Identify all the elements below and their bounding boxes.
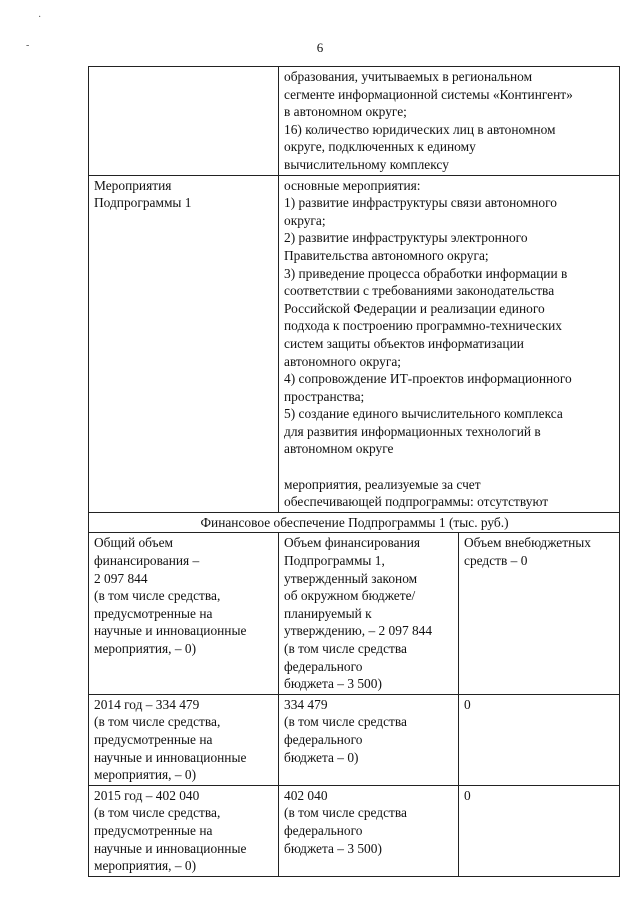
text-line: в автономном округе; bbox=[284, 104, 407, 120]
text-line: предусмотренные на bbox=[94, 822, 213, 838]
year-2014-cell bbox=[89, 694, 279, 785]
text-line: бюджета – 0) bbox=[284, 749, 359, 765]
text-line: научные и инновационные bbox=[94, 840, 247, 856]
text-line: об окружном бюджете/ bbox=[284, 588, 416, 604]
text-line: 2) развитие инфраструктуры электронного bbox=[284, 230, 528, 246]
scan-mark: - bbox=[26, 40, 30, 51]
text-line: (в том числе средства, bbox=[94, 714, 221, 730]
text-line: бюджета – 3 500) bbox=[284, 676, 382, 692]
year-2014-budget-cell bbox=[279, 694, 459, 785]
text-line: планируемый к bbox=[284, 605, 372, 621]
text-line: (в том числе средства, bbox=[94, 805, 221, 821]
text-line: 402 040 bbox=[284, 787, 328, 803]
row1-right-lines bbox=[284, 68, 615, 174]
year-2015-cell bbox=[89, 785, 279, 876]
text-line: 334 479 bbox=[284, 696, 328, 712]
text-line: предусмотренные на bbox=[94, 605, 213, 621]
table-row bbox=[89, 512, 620, 533]
text-line: Правительства автономного округа; bbox=[284, 247, 489, 263]
text-line: 2 097 844 bbox=[94, 570, 148, 586]
text-line: автономном округе bbox=[284, 441, 394, 457]
text-line: обеспечивающей подпрограммы: отсутствуют bbox=[284, 494, 549, 510]
text-line: научные и инновационные bbox=[94, 749, 247, 765]
text-line: утвержденный законом bbox=[284, 570, 418, 586]
text-line: финансирования – bbox=[94, 553, 200, 569]
table-row bbox=[89, 533, 620, 694]
total-financing-cell bbox=[89, 533, 279, 694]
text-line: систем защиты объектов информатизации bbox=[284, 335, 524, 351]
text-line: (в том числе средства bbox=[284, 714, 407, 730]
text-line: 16) количество юридических лиц в автономном bbox=[284, 121, 556, 137]
row1-right-cell bbox=[279, 67, 620, 176]
measures-main-list bbox=[284, 177, 615, 459]
text-line: мероприятия, – 0) bbox=[94, 858, 197, 874]
text-line: предусмотренные на bbox=[94, 731, 213, 747]
text-line: округе, подключенных к единому bbox=[284, 139, 476, 155]
text-line: утверждению, – 2 097 844 bbox=[284, 623, 433, 639]
text-line: (в том числе средства bbox=[284, 641, 407, 656]
text-line: 2014 год – 334 479 bbox=[94, 696, 200, 712]
measures-label-cell bbox=[89, 175, 279, 512]
text-line: Подпрограммы 1 bbox=[94, 195, 192, 211]
text-line: пространства; bbox=[284, 388, 365, 404]
text-line: для развития информационных технологий в bbox=[284, 423, 541, 439]
text-line: научные и инновационные bbox=[94, 623, 247, 639]
text-line: Российской Федерации и реализации единого bbox=[284, 300, 545, 316]
text-line: мероприятия, реализуемые за счет bbox=[284, 476, 481, 492]
measures-content-cell bbox=[279, 175, 620, 512]
year-2015-extrabudgetary-cell bbox=[459, 785, 620, 876]
text-line: 5) создание единого вычислительного комплекса bbox=[284, 406, 563, 422]
table-row bbox=[89, 67, 620, 176]
text-line: Мероприятия bbox=[94, 177, 172, 193]
text-line: образования, учитываемых в региональном bbox=[284, 69, 533, 84]
text-line: Подпрограммы 1, bbox=[284, 553, 385, 569]
subprogram-passport-table bbox=[88, 66, 620, 877]
text-line: вычислительному комплексу bbox=[284, 156, 449, 172]
approved-financing-cell bbox=[279, 533, 459, 694]
page-number: 6 bbox=[316, 40, 324, 55]
text-line: соответствии с требованиями законодательства bbox=[284, 283, 555, 299]
text-line: федерального bbox=[284, 731, 363, 747]
text-line: сегменте информационной системы «Контингент» bbox=[284, 86, 573, 102]
text-line: федерального bbox=[284, 658, 363, 674]
text-line: округа; bbox=[284, 212, 326, 228]
text-line: 0 bbox=[464, 696, 471, 712]
text-line: Объем внебюджетных bbox=[464, 535, 591, 551]
text-line: автономного округа; bbox=[284, 353, 402, 369]
text-line: подхода к построению программно-технических bbox=[284, 318, 562, 334]
table-row bbox=[89, 694, 620, 785]
extrabudgetary-cell bbox=[459, 533, 620, 694]
text-line: мероприятия, – 0) bbox=[94, 641, 197, 656]
table-row bbox=[89, 175, 620, 512]
year-2014-extrabudgetary-cell bbox=[459, 694, 620, 785]
text-line: Объем финансирования bbox=[284, 535, 421, 551]
text-line: 4) сопровождение ИТ-проектов информационного bbox=[284, 371, 572, 387]
text-line: основные мероприятия: bbox=[284, 177, 421, 193]
text-line: мероприятия, – 0) bbox=[94, 767, 197, 783]
text-line: средств – 0 bbox=[464, 553, 528, 569]
text-line: Общий объем bbox=[94, 535, 173, 551]
row1-left-cell bbox=[89, 67, 279, 176]
text-line: 1) развитие инфраструктуры связи автономного bbox=[284, 195, 557, 211]
text-line: 3) приведение процесса обработки информации в bbox=[284, 265, 568, 281]
table-row bbox=[89, 785, 620, 876]
text-line: 0 bbox=[464, 787, 471, 803]
scan-mark: · bbox=[38, 12, 42, 23]
measures-label bbox=[94, 177, 274, 212]
text-line: (в том числе средства, bbox=[94, 588, 221, 604]
financing-header: Финансовое обеспечение Подпрограммы 1 (тыс. руб.) bbox=[89, 512, 620, 533]
text-line: (в том числе средства bbox=[284, 805, 407, 821]
measures-supporting-list bbox=[284, 476, 615, 511]
text-line: 2015 год – 402 040 bbox=[94, 787, 200, 803]
text-line: федерального bbox=[284, 822, 363, 838]
year-2015-budget-cell bbox=[279, 785, 459, 876]
text-line: бюджета – 3 500) bbox=[284, 840, 382, 856]
